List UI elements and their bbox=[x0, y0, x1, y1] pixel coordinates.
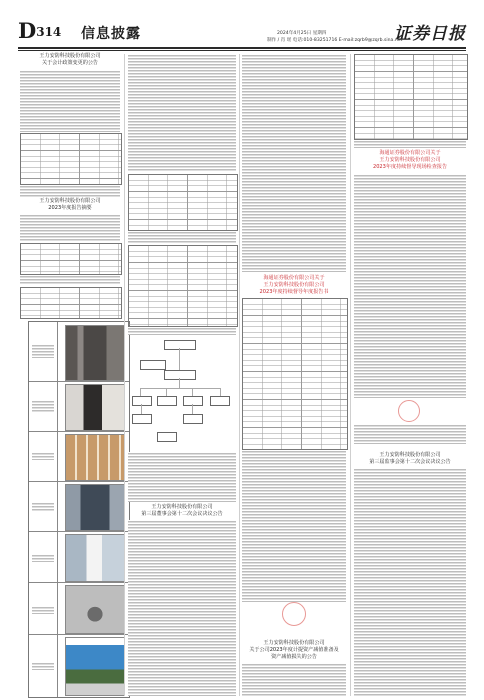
title-line: 王力安防科技股份有限公司 bbox=[39, 198, 101, 204]
body-text bbox=[128, 54, 236, 172]
data-table bbox=[128, 174, 238, 231]
product-caption bbox=[32, 452, 54, 460]
data-table bbox=[20, 287, 122, 319]
ownership-diagram bbox=[132, 338, 228, 450]
diagram-connector bbox=[179, 378, 180, 388]
data-table bbox=[20, 243, 122, 275]
title-line: 资产减值损失的公告 bbox=[271, 654, 317, 660]
body-text bbox=[20, 70, 120, 132]
body-text bbox=[128, 520, 236, 696]
article-title-annual-summary bbox=[20, 198, 120, 212]
company-seal bbox=[398, 400, 420, 422]
header-rule bbox=[18, 47, 466, 49]
body-text bbox=[128, 231, 236, 243]
table-divider bbox=[29, 381, 129, 382]
diagram-connector bbox=[140, 388, 141, 396]
body-text bbox=[242, 450, 346, 602]
body-text bbox=[242, 663, 346, 696]
diagram-node bbox=[164, 340, 196, 350]
product-caption bbox=[32, 400, 54, 412]
body-text bbox=[128, 452, 236, 502]
body-text bbox=[354, 468, 466, 696]
table-divider bbox=[57, 322, 58, 697]
article-title-board-resolution bbox=[128, 504, 236, 518]
section-title: 信息披露 bbox=[81, 26, 141, 42]
page-header bbox=[0, 0, 484, 48]
data-table bbox=[242, 298, 348, 450]
title-line: 第三届董事会第十二次会议决议公告 bbox=[141, 511, 223, 517]
smart-lock-photo bbox=[65, 585, 125, 634]
data-table bbox=[354, 54, 468, 140]
body-text bbox=[242, 54, 346, 272]
table-divider bbox=[29, 481, 129, 482]
editor-contact: 制作 / 肖 瑶 电话:010-83251716 E-mail:zqrb9@zqrb.sina.net bbox=[267, 38, 403, 43]
interior-door-photo bbox=[65, 434, 125, 481]
diagram-node bbox=[157, 396, 177, 406]
article-title-accounting-policy bbox=[20, 53, 120, 67]
entry-door-photo bbox=[65, 384, 125, 431]
title-line: 王力安防科技股份有限公司 bbox=[39, 53, 101, 59]
diagram-node bbox=[140, 360, 166, 370]
title-line: 王力安防科技股份有限公司 bbox=[263, 282, 325, 288]
article-title-supervisory-board bbox=[354, 452, 466, 466]
header-rule-thin bbox=[18, 50, 466, 51]
data-table bbox=[20, 133, 122, 185]
title-line: 王力安防科技股份有限公司 bbox=[263, 640, 325, 646]
title-line: 王力安防科技股份有限公司 bbox=[151, 504, 213, 510]
product-table bbox=[28, 321, 130, 698]
security-door-photo bbox=[65, 325, 125, 381]
column-separator bbox=[124, 54, 125, 696]
title-line: 2023年度报告摘要 bbox=[48, 205, 92, 211]
title-line: 2023年度持续督导年度报告书 bbox=[259, 289, 329, 295]
title-line: 关于会计政策变更的公告 bbox=[41, 60, 99, 66]
data-table bbox=[128, 245, 238, 327]
article-title-sponsor-annual-report bbox=[242, 275, 346, 296]
diagram-node bbox=[183, 414, 203, 424]
title-line: 海通证券股份有限公司关于 bbox=[379, 150, 441, 156]
body-text bbox=[20, 275, 120, 285]
table-divider bbox=[29, 582, 129, 583]
window-photo bbox=[65, 637, 125, 696]
company-seal bbox=[282, 602, 306, 626]
column-separator bbox=[239, 54, 240, 696]
product-caption bbox=[32, 344, 54, 358]
diagram-connector bbox=[192, 388, 193, 396]
issue-date: 2024年4月25日 星期四 bbox=[277, 31, 327, 36]
body-text bbox=[20, 185, 120, 197]
diagram-connector bbox=[166, 388, 167, 396]
product-caption bbox=[32, 502, 54, 512]
product-caption bbox=[32, 554, 54, 562]
page-number bbox=[18, 20, 61, 41]
diagram-node bbox=[132, 414, 152, 424]
title-line: 海通证券股份有限公司关于 bbox=[263, 275, 325, 281]
product-caption bbox=[32, 662, 54, 670]
diagram-node bbox=[157, 432, 177, 442]
body-text bbox=[354, 140, 466, 148]
title-line: 第三届监事会第十二次会议决议公告 bbox=[369, 459, 451, 465]
diagram-node bbox=[132, 396, 152, 406]
body-text bbox=[20, 214, 120, 242]
title-line: 关于公司2023年度计提资产减值准备及 bbox=[249, 647, 339, 653]
diagram-node bbox=[210, 396, 230, 406]
steel-door-photo bbox=[65, 484, 125, 531]
body-text bbox=[128, 327, 236, 335]
diagram-node bbox=[164, 370, 196, 380]
diagram-node bbox=[183, 396, 203, 406]
page-prefix: D bbox=[18, 18, 37, 43]
column-separator bbox=[350, 54, 351, 696]
title-line: 王力安防科技股份有限公司 bbox=[379, 452, 441, 458]
table-divider bbox=[29, 431, 129, 432]
article-title-impairment bbox=[242, 640, 346, 661]
body-text bbox=[354, 424, 466, 444]
product-caption bbox=[32, 606, 54, 614]
diagram-connector bbox=[140, 388, 220, 389]
diagram-connector bbox=[220, 388, 221, 396]
title-line: 2023年度持续督导现场检查报告 bbox=[372, 164, 448, 170]
body-text bbox=[354, 174, 466, 398]
white-door-photo bbox=[65, 534, 125, 582]
diagram-connector bbox=[179, 348, 180, 370]
page-number-digits: 314 bbox=[36, 25, 62, 39]
diagram-connector bbox=[192, 404, 193, 414]
article-title-onsite-inspection bbox=[354, 150, 466, 171]
table-divider bbox=[29, 531, 129, 532]
title-line: 王力安防科技股份有限公司 bbox=[379, 157, 441, 163]
diagram-connector bbox=[141, 404, 142, 414]
table-divider bbox=[29, 634, 129, 635]
newspaper-logo: 证券日报 bbox=[394, 24, 466, 44]
